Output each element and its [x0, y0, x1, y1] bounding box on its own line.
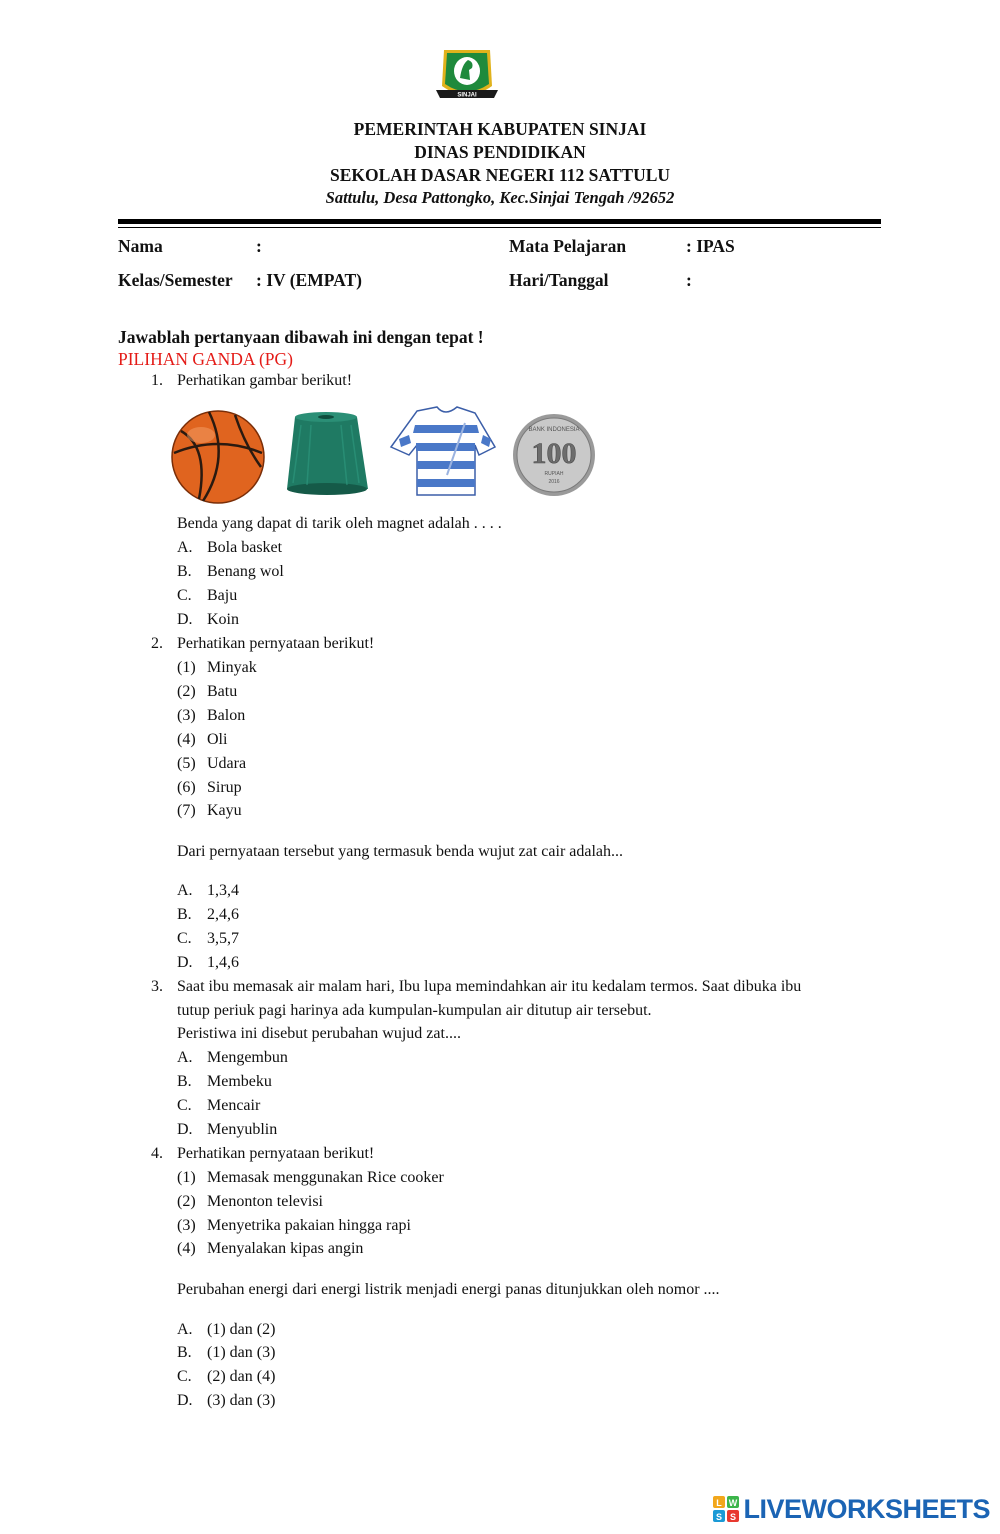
question-text: Dari pernyataan tersebut yang termasuk benda wujut zat cair adalah...: [177, 843, 624, 860]
option-letter: C.: [177, 1368, 192, 1385]
svg-text:W: W: [729, 1498, 738, 1508]
item-label: (6): [177, 779, 196, 796]
option-letter: C.: [177, 930, 192, 947]
option-letter: B.: [177, 563, 192, 580]
item-text: Kayu: [207, 802, 242, 819]
item-text: Minyak: [207, 659, 257, 676]
item-label: (4): [177, 731, 196, 748]
option-letter: A.: [177, 539, 193, 556]
nama-label: Nama: [118, 236, 163, 256]
option-letter: D.: [177, 1392, 193, 1409]
item-label: (4): [177, 1240, 196, 1257]
item-text: Sirup: [207, 779, 242, 796]
logo-text: SINJAI: [457, 92, 477, 99]
option-letter: D.: [177, 611, 193, 628]
option-text: Menyublin: [207, 1121, 278, 1138]
item-label: (3): [177, 1217, 196, 1234]
item-text: Menonton televisi: [207, 1193, 323, 1210]
option-text: Membeku: [207, 1073, 272, 1090]
item-label: (5): [177, 755, 196, 772]
basketball-image: [172, 411, 264, 503]
option-text: 1,4,6: [207, 954, 239, 971]
option-letter: A.: [177, 1049, 193, 1066]
item-text: Udara: [207, 755, 247, 772]
coin-year-text: 2016: [548, 479, 560, 485]
mapel-value: : IPAS: [686, 236, 735, 256]
option-letter: B.: [177, 1073, 192, 1090]
sinjai-regency-logo: [432, 46, 502, 106]
item-text: Memasak menggunakan Rice cooker: [207, 1169, 444, 1186]
hari-label: Hari/Tanggal: [509, 270, 609, 290]
kelas-label: Kelas/Semester: [118, 270, 233, 290]
question-text: Benda yang dapat di tarik oleh magnet adalah . . . .: [177, 515, 502, 532]
item-label: (1): [177, 1169, 196, 1186]
nama-value: :: [256, 236, 262, 256]
coin-unit-text: RUPIAH: [544, 471, 564, 477]
question-text: Perubahan energi dari energi listrik menjadi energi panas ditunjukkan oleh nomor ....: [177, 1281, 720, 1298]
option-text: (1) dan (2): [207, 1321, 276, 1338]
question-stem: Perhatikan gambar berikut!: [177, 372, 353, 389]
option-text: (2) dan (4): [207, 1368, 276, 1385]
item-label: (3): [177, 707, 196, 724]
mapel-label: Mata Pelajaran: [509, 236, 627, 256]
instruction-text: Jawablah pertanyaan dibawah ini dengan tepat !: [118, 327, 484, 347]
coin-image: [513, 414, 595, 496]
option-text: Koin: [207, 611, 239, 628]
header-divider-thin: [118, 227, 881, 228]
question-stem: Perhatikan pernyataan berikut!: [177, 635, 375, 652]
option-letter: A.: [177, 1321, 193, 1338]
question-text: Peristiwa ini disebut perubahan wujud zat....: [177, 1025, 461, 1042]
question-number: 1.: [151, 372, 163, 389]
liveworksheets-text: LIVEWORKSHEETS: [743, 1493, 990, 1524]
coin-top-text: BANK INDONESIA: [528, 427, 580, 433]
header-divider-thick: [118, 219, 881, 224]
section-title: PILIHAN GANDA (PG): [118, 349, 293, 369]
item-label: (2): [177, 683, 196, 700]
item-text: Balon: [207, 707, 246, 724]
question-stem-continued: tutup periuk pagi harinya ada kumpulan-kumpulan air ditutup air tersebut.: [177, 1002, 652, 1019]
option-text: Benang wol: [207, 563, 284, 580]
option-text: Bola basket: [207, 539, 283, 556]
option-letter: B.: [177, 1344, 192, 1361]
liveworksheets-watermark: [713, 1494, 990, 1524]
option-text: Mencair: [207, 1097, 261, 1114]
item-label: (1): [177, 659, 196, 676]
item-text: Oli: [207, 731, 228, 748]
option-text: Mengembun: [207, 1049, 288, 1066]
shirt-image: [391, 407, 495, 495]
kelas-value: : IV (EMPAT): [256, 270, 362, 290]
header-line-school: SEKOLAH DASAR NEGERI 112 SATTULU: [329, 165, 671, 185]
option-text: Baju: [207, 587, 238, 604]
option-letter: D.: [177, 954, 193, 971]
item-text: Menyalakan kipas angin: [207, 1240, 364, 1257]
svg-text:L: L: [716, 1498, 723, 1508]
question-number: 3.: [151, 978, 163, 995]
header-line-department: DINAS PENDIDIKAN: [414, 142, 586, 162]
option-text: 1,3,4: [207, 882, 239, 899]
option-letter: C.: [177, 1097, 192, 1114]
liveworksheets-icon: [713, 1496, 739, 1522]
hari-value: :: [686, 270, 692, 290]
option-text: (3) dan (3): [207, 1392, 276, 1409]
option-letter: D.: [177, 1121, 193, 1138]
option-text: (1) dan (3): [207, 1344, 276, 1361]
coin-value: 100: [531, 437, 577, 470]
item-label: (7): [177, 802, 196, 819]
header-address: Sattulu, Desa Pattongko, Kec.Sinjai Tengah /92652: [325, 188, 675, 207]
question-1-images: [169, 405, 599, 505]
svg-text:S: S: [716, 1512, 723, 1522]
option-text: 2,4,6: [207, 906, 239, 923]
item-text: Menyetrika pakaian hingga rapi: [207, 1217, 411, 1234]
question-number: 2.: [151, 635, 163, 652]
svg-text:S: S: [730, 1512, 737, 1522]
option-letter: A.: [177, 882, 193, 899]
option-text: 3,5,7: [207, 930, 239, 947]
item-text: Batu: [207, 683, 238, 700]
yarn-spool-image: [287, 412, 368, 495]
question-stem: Perhatikan pernyataan berikut!: [177, 1145, 375, 1162]
header-line-government: PEMERINTAH KABUPATEN SINJAI: [353, 119, 647, 139]
option-letter: B.: [177, 906, 192, 923]
question-number: 4.: [151, 1145, 163, 1162]
item-label: (2): [177, 1193, 196, 1210]
question-stem: Saat ibu memasak air malam hari, Ibu lupa memindahkan air itu kedalam termos. Saat dibuka ibu: [177, 978, 802, 995]
option-letter: C.: [177, 587, 192, 604]
